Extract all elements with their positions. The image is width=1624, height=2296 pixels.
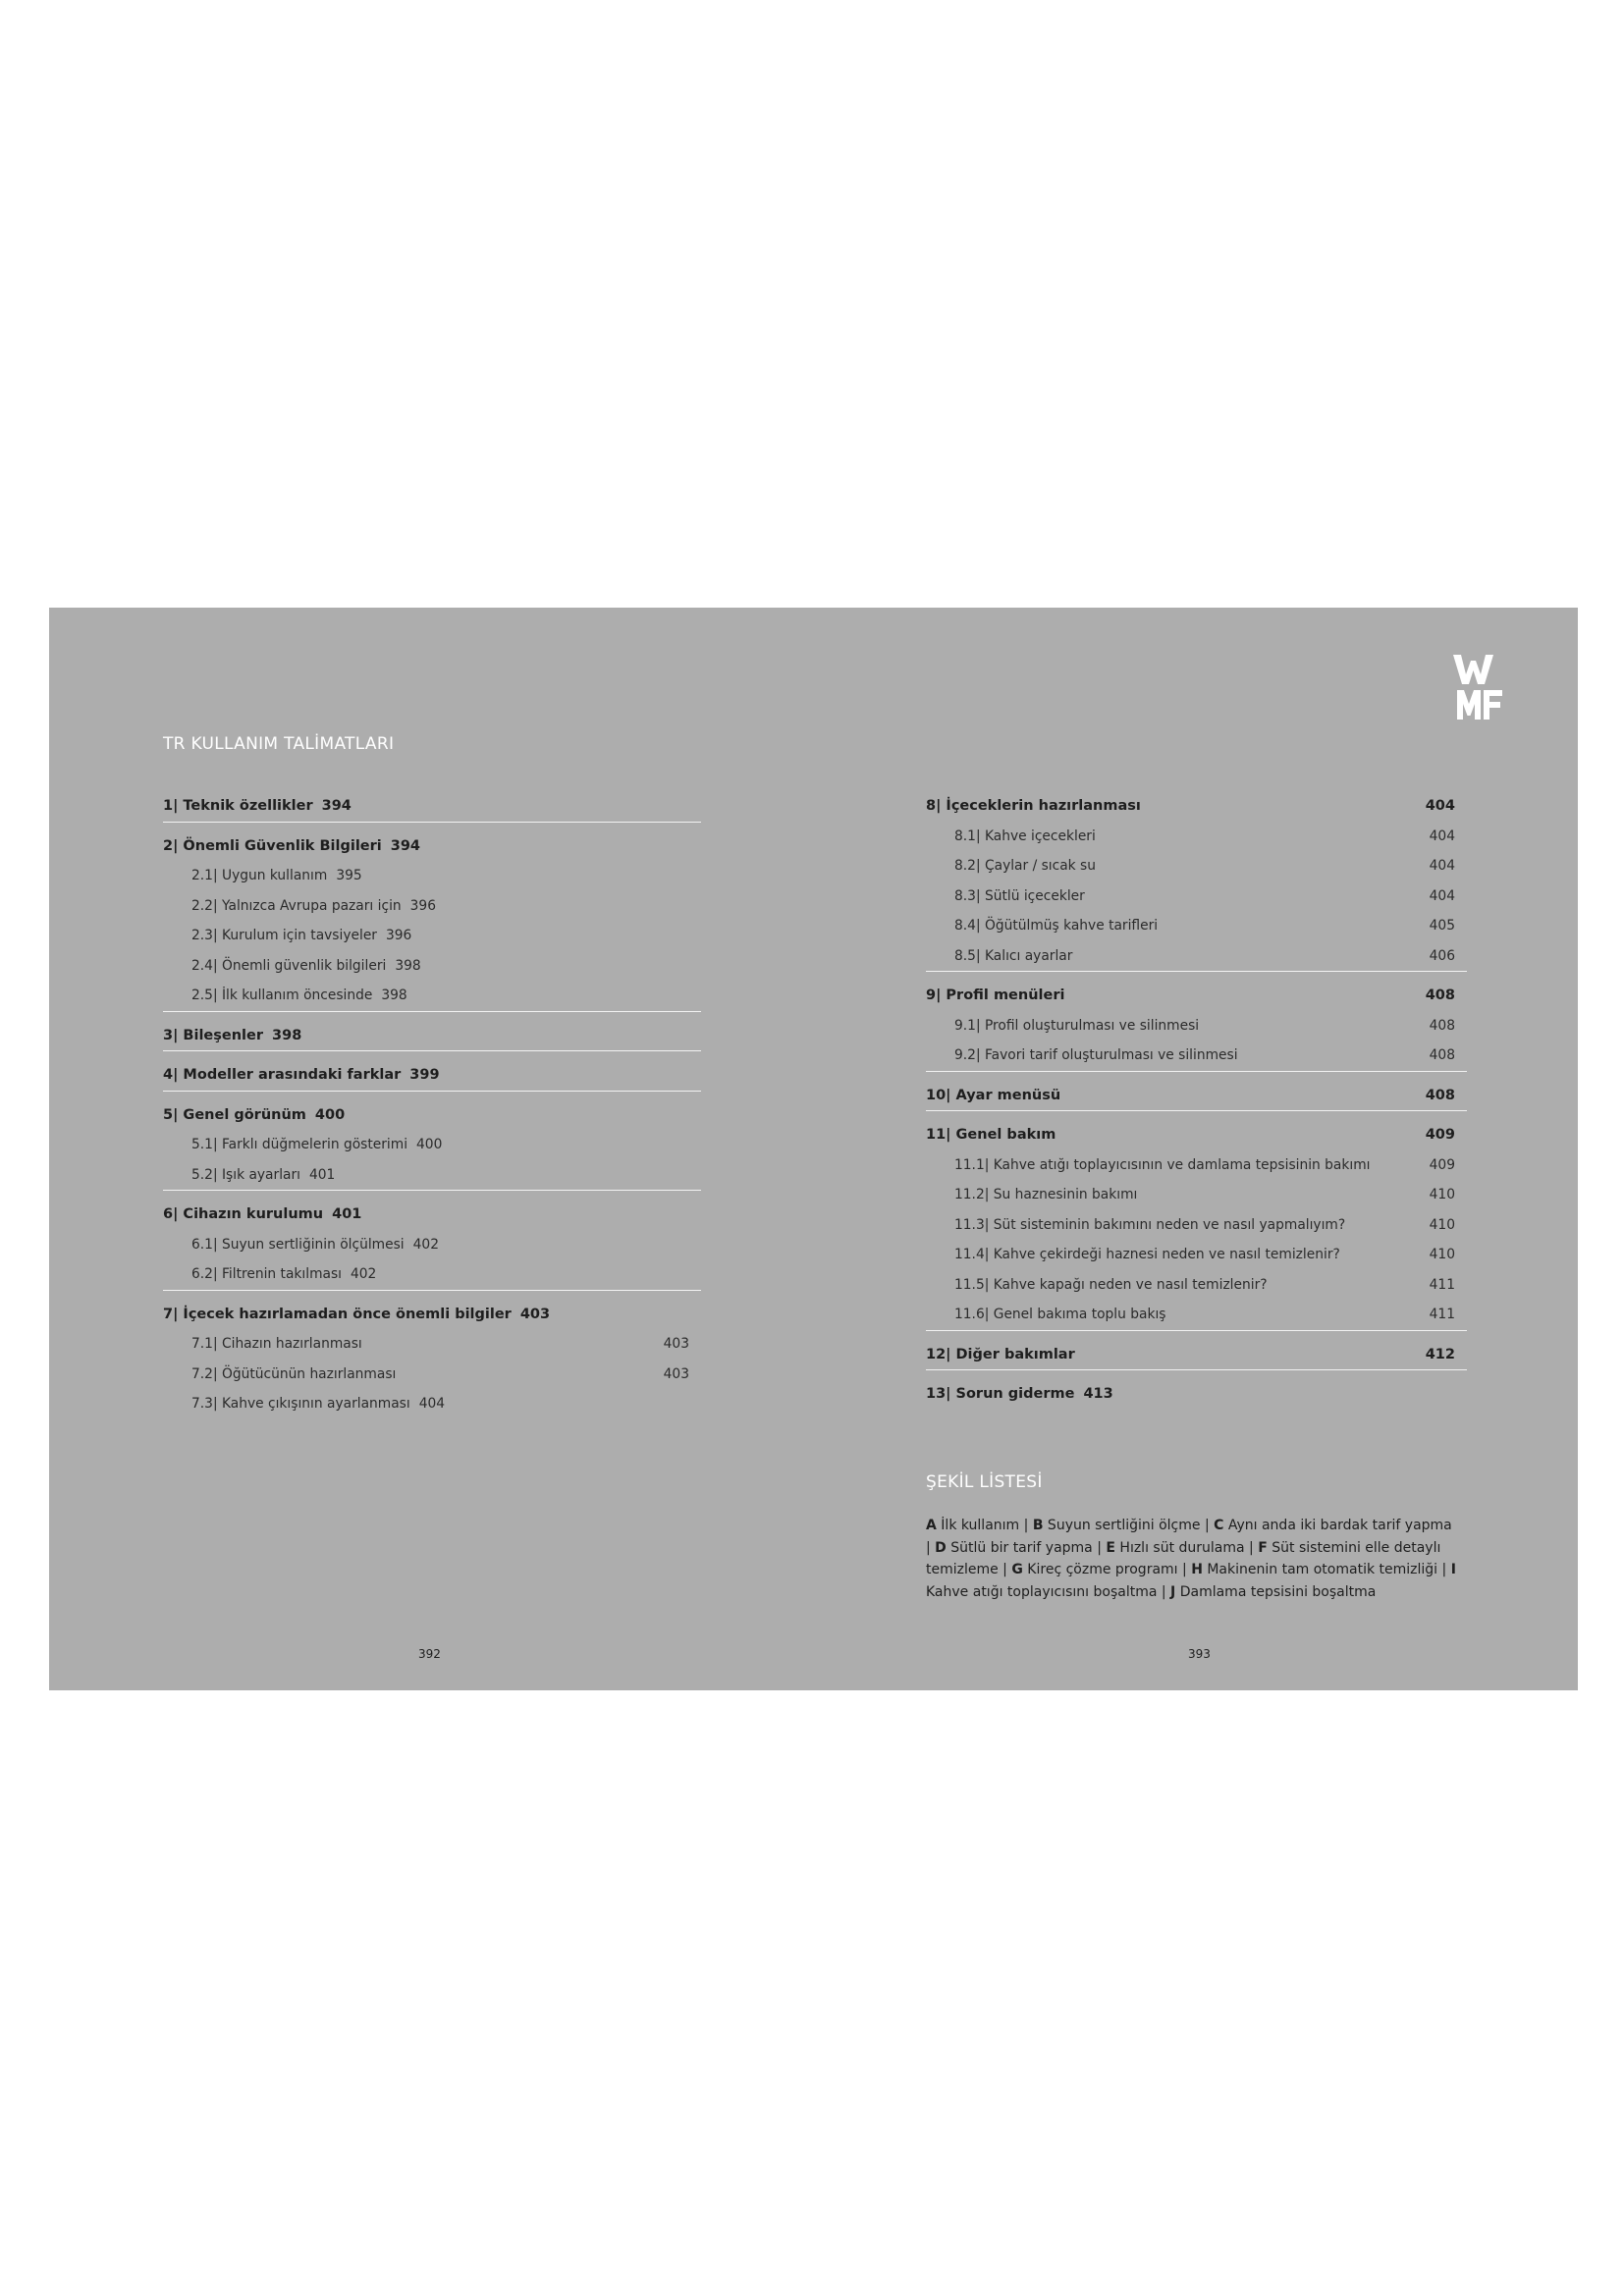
figure-letter: B [1032,1518,1044,1533]
toc-entry[interactable] [163,891,701,922]
toc-entry[interactable] [926,981,1467,1011]
toc-entry-label: 12| Diğer bakımlar [926,1346,1075,1362]
toc-entry-label: 8.2| Çaylar / sıcak su [954,858,1096,874]
toc-entry[interactable] [163,1230,701,1260]
document-title: TR KULLANIM TALİMATLARI [163,734,395,754]
toc-entry-page: 396 [409,897,436,914]
toc-entry-page: 408 [1429,1017,1455,1034]
toc-entry-label: 2.3| Kurulum için tavsiyeler [191,928,377,943]
toc-entry[interactable] [926,1081,1467,1112]
figure-list-item [935,1540,1093,1556]
toc-entry-label: 2.1| Uygun kullanım [191,868,328,883]
toc-entry[interactable] [926,941,1467,973]
figure-caption: Kireç çözme programı [1022,1562,1178,1577]
toc-entry-label: 11| Genel bakım [926,1127,1056,1143]
toc-entry-label: 7.2| Öğütücünün hazırlanması [191,1365,397,1382]
toc-entry-page: 400 [314,1106,346,1123]
toc-entry-page: 410 [1429,1187,1455,1202]
toc-entry[interactable] [163,981,701,1012]
figure-list-title: ŞEKİL LİSTESİ [926,1472,1043,1492]
figure-letter: J [1170,1583,1176,1600]
toc-entry-label: 10| Ayar menüsü [926,1087,1061,1103]
toc-entry-label: 5.2| Işık ayarları [191,1166,300,1183]
toc-entry[interactable] [926,1379,1467,1410]
figure-letter: C [1214,1518,1224,1533]
toc-entry[interactable] [926,1180,1467,1210]
toc-entry-page: 404 [1429,858,1455,874]
toc-entry-page: 410 [1429,1216,1455,1233]
figure-letter: D [935,1539,947,1556]
toc-entry[interactable] [163,1100,701,1131]
toc-entry-label: 5| Genel görünüm [163,1106,306,1123]
toc-entry-page: 404 [1429,828,1455,844]
toc-entry-page: 399 [409,1067,440,1083]
toc-entry[interactable] [163,1060,701,1092]
toc-entry-label: 7| İçecek hazırlamadan önce önemli bilgiler [163,1306,512,1322]
toc-entry-label: 4| Modeller arasındaki farklar [163,1067,402,1083]
figure-caption: Aynı anda iki bardak tarif yapma [1223,1518,1452,1533]
toc-entry-page: 398 [395,957,421,974]
toc-entry[interactable] [163,1360,701,1390]
toc-entry-label: 7.3| Kahve çıkışının ayarlanması [191,1396,410,1412]
toc-entry-label: 9| Profil menüleri [926,988,1065,1003]
figure-caption: Süt sistemini elle detaylı temizleme [926,1539,1441,1577]
toc-entry-page: 413 [1083,1386,1113,1402]
toc-entry-page: 396 [385,928,412,943]
toc-entry[interactable] [163,1160,701,1192]
figure-letter: I [1450,1562,1456,1577]
toc-entry-label: 1| Teknik özellikler [163,798,313,814]
toc-entry[interactable] [163,921,701,951]
toc-entry[interactable] [926,1120,1467,1150]
toc-entry[interactable] [926,1300,1467,1331]
figure-letter: A [926,1518,937,1533]
toc-entry-page: 394 [321,798,352,814]
figure-caption: Hızlı süt durulama [1114,1539,1245,1556]
toc-entry[interactable] [163,1200,701,1230]
figure-list-item [1011,1562,1177,1577]
figure-letter: H [1191,1562,1203,1577]
toc-entry[interactable] [163,1329,701,1360]
toc-entry-page: 398 [272,1027,302,1043]
figure-caption: Suyun sertliğini ölçme [1043,1518,1201,1533]
toc-entry[interactable] [926,1340,1467,1371]
toc-entry[interactable] [163,1389,701,1419]
toc-entry-label: 8.4| Öğütülmüş kahve tarifleri [954,918,1159,934]
toc-entry-label: 8.5| Kalıcı ayarlar [954,947,1073,964]
toc-entry-label: 6.2| Filtrenin takılması [191,1266,342,1282]
toc-entry-page: 408 [1425,988,1455,1003]
toc-entry-label: 8.1| Kahve içecekleri [954,828,1096,844]
toc-entry[interactable] [926,1210,1467,1241]
toc-entry-label: 9.1| Profil oluşturulması ve silinmesi [954,1017,1200,1034]
toc-entry-label: 11.5| Kahve kapağı neden ve nasıl temizlenir? [954,1276,1268,1293]
toc-entry-label: 3| Bileşenler [163,1027,264,1043]
toc-entry-page: 394 [390,837,421,854]
toc-entry[interactable] [926,881,1467,912]
figure-caption: İlk kullanım [936,1518,1020,1533]
page-number-right: 393 [1188,1647,1211,1661]
figure-letter: E [1106,1539,1115,1556]
toc-entry[interactable] [163,831,701,862]
toc-entry-page: 404 [1429,887,1455,904]
wmf-logo [1453,653,1504,720]
toc-entry-label: 2.4| Önemli güvenlik bilgileri [191,957,387,974]
figure-list-item [1214,1518,1452,1533]
toc-entry[interactable] [926,911,1467,941]
toc-entry-page: 403 [663,1336,689,1352]
toc-entry-label: 9.2| Favori tarif oluşturulması ve silinmesi [954,1047,1238,1063]
toc-entry-page: 402 [412,1236,439,1253]
toc-entry[interactable] [926,851,1467,881]
toc-entry[interactable] [163,1021,701,1052]
toc-entry[interactable] [926,1240,1467,1270]
toc-entry[interactable] [926,822,1467,852]
figure-list: A İlk kullanım | B Suyun sertliğini ölçme | C Aynı anda iki bardak tarif yapma | D Sütlü bir tarif yapma | E Hızlı süt durulama | F Süt sistemini elle detaylı temizleme | G Kireç çözme programı | H Makinenin tam otomatik temizliği | I Kahve atığı toplayıcısını boşaltma | J Damlama tepsisini boşaltma [926,1518,1456,1600]
toc-entry-label: 11.4| Kahve çekirdeği haznesi neden ve nasıl temizlenir? [954,1247,1340,1262]
toc-entry-page: 402 [351,1266,377,1282]
toc-entry[interactable] [163,1130,701,1160]
toc-entry-page: 408 [1429,1047,1455,1063]
toc-entry-page: 406 [1429,947,1455,964]
toc-entry-page: 403 [663,1365,689,1382]
toc-entry-label: 11.6| Genel bakıma toplu bakış [954,1307,1166,1322]
toc-entry-page: 411 [1429,1276,1455,1293]
toc-entry-page: 398 [381,988,407,1003]
toc-entry-label: 11.3| Süt sisteminin bakımını neden ve nasıl yapmalıyım? [954,1216,1346,1233]
toc-entry-label: 11.2| Su haznesinin bakımı [954,1187,1138,1202]
toc-entry-label: 7.1| Cihazın hazırlanması [191,1336,362,1352]
toc-entry-label: 2| Önemli Güvenlik Bilgileri [163,837,382,854]
toc-entry[interactable] [926,1011,1467,1041]
toc-entry-page: 401 [332,1206,362,1222]
figure-list-item [1170,1584,1376,1600]
figure-list-item [1191,1562,1437,1577]
toc-entry[interactable] [163,861,701,891]
figure-caption: Makinenin tam otomatik temizliği [1202,1562,1438,1577]
toc-left [163,791,701,1419]
toc-entry-page: 412 [1425,1346,1455,1362]
toc-entry[interactable] [926,1041,1467,1072]
toc-entry[interactable] [926,1270,1467,1301]
toc-entry-label: 6| Cihazın kurulumu [163,1206,324,1222]
toc-entry-page: 409 [1425,1127,1455,1143]
toc-entry-page: 411 [1429,1307,1455,1322]
toc-entry-label: 8| İçeceklerin hazırlanması [926,798,1141,814]
toc-entry-page: 404 [1425,798,1455,814]
toc-entry[interactable] [163,791,701,823]
toc-entry-page: 400 [416,1137,443,1152]
toc-entry[interactable] [926,1150,1467,1181]
toc-entry-label: 13| Sorun giderme [926,1386,1075,1402]
figure-letter: G [1011,1562,1023,1577]
page-number-left: 392 [418,1647,441,1661]
figure-caption: Kahve atığı toplayıcısını boşaltma [926,1583,1158,1600]
figure-caption: Sütlü bir tarif yapma [946,1539,1093,1556]
toc-entry-page: 403 [519,1306,551,1322]
toc-entry-label: 8.3| Sütlü içecekler [954,887,1085,904]
toc-entry[interactable] [926,791,1467,822]
toc-entry[interactable] [163,951,701,982]
toc-entry-label: 11.1| Kahve atığı toplayıcısının ve damlama tepsisinin bakımı [954,1156,1371,1173]
figure-letter: F [1258,1539,1268,1556]
toc-entry-label: 5.1| Farklı düğmelerin gösterimi [191,1137,408,1152]
toc-right [926,791,1467,1410]
toc-entry[interactable] [163,1259,701,1291]
toc-entry-page: 395 [336,868,362,883]
toc-entry-page: 405 [1429,918,1455,934]
figure-list-item [1033,1518,1201,1533]
toc-entry-page: 404 [418,1396,446,1412]
toc-entry-page: 409 [1429,1156,1455,1173]
toc-entry-label: 2.5| İlk kullanım öncesinde [191,988,373,1003]
toc-entry-page: 401 [308,1166,336,1183]
toc-entry-label: 2.2| Yalnızca Avrupa pazarı için [191,897,402,914]
toc-entry-label: 6.1| Suyun sertliğinin ölçülmesi [191,1236,405,1253]
toc-entry-page: 408 [1425,1087,1455,1103]
figure-list-item [926,1518,1019,1533]
figure-list-item [1106,1540,1244,1556]
figure-caption: Damlama tepsisini boşaltma [1175,1583,1377,1600]
toc-entry[interactable] [163,1300,701,1330]
toc-entry-page: 410 [1429,1247,1455,1262]
